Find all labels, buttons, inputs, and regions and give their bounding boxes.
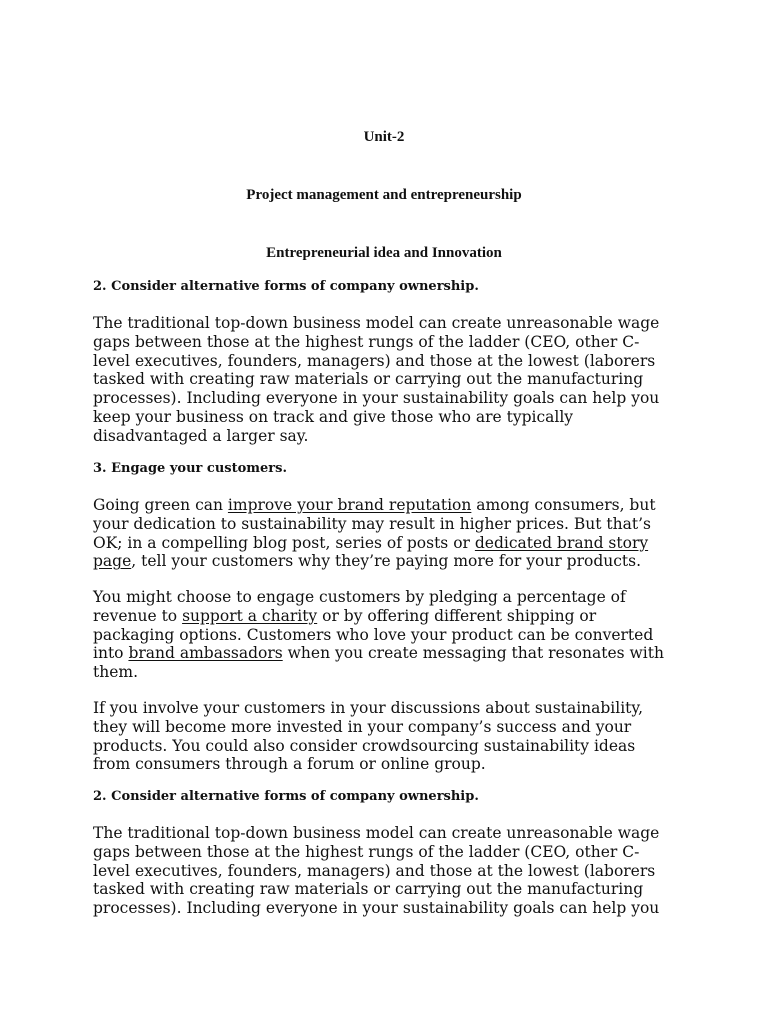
- link-support-a-charity[interactable]: support a charity: [182, 606, 318, 625]
- paragraph-line: [93, 534, 683, 553]
- link-dedicated-brand-story[interactable]: dedicated brand story: [474, 533, 649, 552]
- subject-title: Project management and entrepreneurship: [246, 187, 522, 203]
- paragraph-line: them.: [93, 663, 139, 682]
- text-run: Going green can: [93, 496, 228, 514]
- link-brand-story-page[interactable]: page: [93, 552, 132, 571]
- paragraph-line: [93, 607, 683, 626]
- text-run: or by offering different shipping or: [317, 606, 597, 625]
- link-brand-ambassadors[interactable]: brand ambassadors: [128, 644, 283, 663]
- paragraph-line: they will become more invested in your company’s success and your: [93, 717, 632, 736]
- paragraph-line: processes). Including everyone in your sustainability goals can help you: [93, 899, 660, 918]
- section-heading-customers: 3. Engage your customers.: [93, 461, 287, 476]
- paragraph-line: [93, 496, 683, 515]
- unit-title: Unit-2: [363, 129, 405, 145]
- paragraph-ownership: [93, 314, 683, 446]
- link-improve-brand-reputation[interactable]: improve your brand reputation: [227, 496, 472, 514]
- paragraph-pledging: [93, 588, 683, 682]
- paragraph-line: gaps between those at the highest rungs of the ladder (CEO, other C-: [93, 332, 640, 351]
- paragraph-ownership-repeat: [93, 824, 683, 918]
- paragraph-line: gaps between those at the highest rungs of the ladder (CEO, other C-: [93, 842, 640, 861]
- text-run: when you create messaging that resonates with: [282, 644, 664, 663]
- text-run: into: [93, 644, 129, 663]
- paragraph-line: disadvantaged a larger say.: [93, 426, 309, 445]
- text-run: , tell your customers why they’re paying more for your products.: [131, 552, 642, 571]
- topic-title: Entrepreneurial idea and Innovation: [266, 245, 502, 261]
- text-run: OK; in a compelling blog post, series of posts or: [93, 533, 475, 552]
- section-heading-ownership: 2. Consider alternative forms of company ownership.: [93, 279, 479, 294]
- paragraph-line: keep your business on track and give those who are typically: [93, 407, 574, 426]
- paragraph-going-green: [93, 496, 683, 571]
- paragraph-line: [93, 552, 683, 571]
- paragraph-line: [93, 644, 683, 663]
- paragraph-line: level executives, founders, managers) and those at the lowest (laborers: [93, 351, 656, 370]
- paragraph-line: The traditional top-down business model can create unreasonable wage: [93, 314, 660, 332]
- paragraph-involve-customers: [93, 699, 683, 774]
- paragraph-line: processes). Including everyone in your sustainability goals can help you: [93, 389, 660, 408]
- paragraph-line: You might choose to engage customers by pledging a percentage of: [93, 588, 626, 606]
- paragraph-line: tasked with creating raw materials or carrying out the manufacturing: [93, 370, 644, 389]
- text-run: revenue to: [93, 606, 183, 625]
- paragraph-line: packaging options. Customers who love your product can be converted: [93, 625, 654, 644]
- paragraph-line: If you involve your customers in your discussions about sustainability,: [93, 699, 644, 717]
- paragraph-line: The traditional top-down business model can create unreasonable wage: [93, 824, 660, 842]
- section-heading-ownership-repeat: 2. Consider alternative forms of company ownership.: [93, 789, 479, 804]
- paragraph-line: products. You could also consider crowdsourcing sustainability ideas: [93, 736, 636, 755]
- paragraph-line: your dedication to sustainability may result in higher prices. But that’s: [93, 514, 651, 533]
- paragraph-line: from consumers through a forum or online group.: [93, 755, 486, 774]
- paragraph-line: level executives, founders, managers) and those at the lowest (laborers: [93, 861, 656, 880]
- text-run: among consumers, but: [471, 496, 656, 514]
- paragraph-line: tasked with creating raw materials or carrying out the manufacturing: [93, 880, 644, 899]
